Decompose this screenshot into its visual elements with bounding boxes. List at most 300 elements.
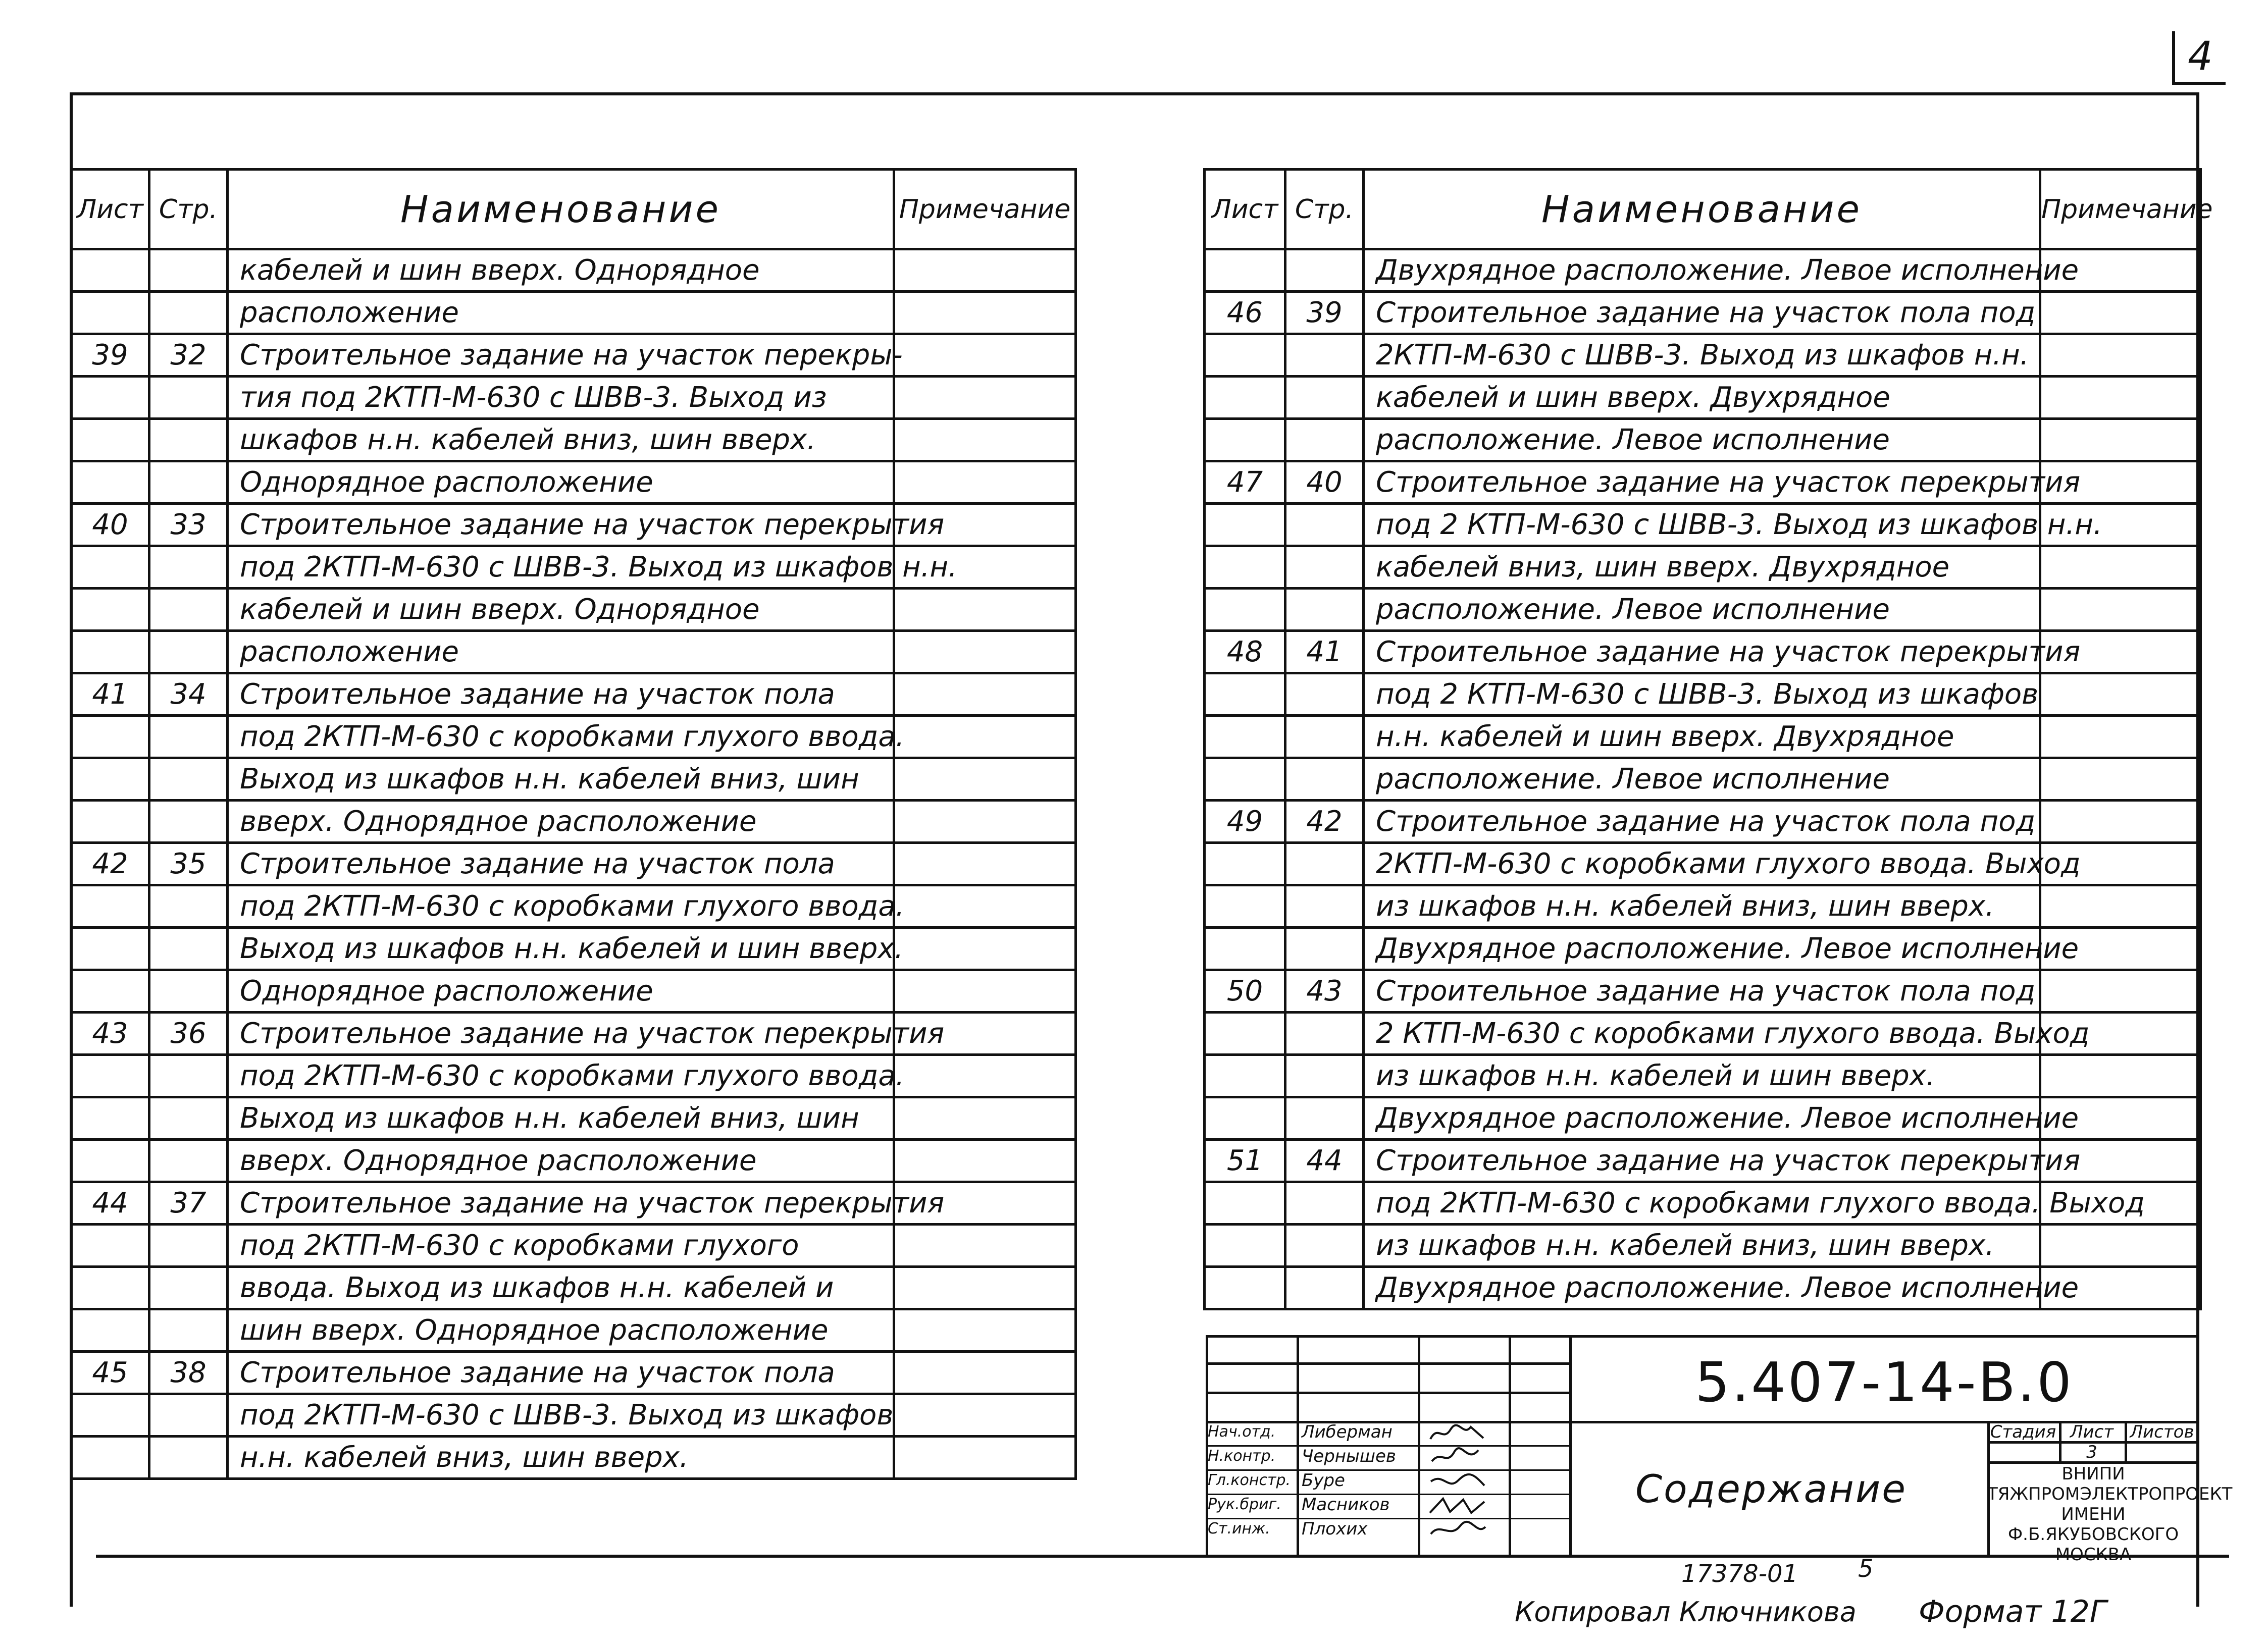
row-sheet-number <box>1205 377 1285 419</box>
table-row <box>1205 1225 2201 1267</box>
header-note: Примечание <box>894 170 1076 249</box>
row-page-number: 36 <box>149 1013 228 1055</box>
row-page-number <box>1285 716 1364 758</box>
table-row <box>71 1225 1076 1267</box>
row-sheet-number: 40 <box>71 504 149 546</box>
table-row <box>1205 546 2201 589</box>
row-page-number <box>149 589 228 631</box>
signature-icon <box>1428 1422 1488 1444</box>
row-sheet-number <box>1205 1182 1285 1225</box>
stage-label: Стадия <box>1990 1422 2056 1442</box>
row-page-number: 32 <box>149 334 228 377</box>
row-page-number <box>149 249 228 292</box>
table-row <box>71 1309 1076 1352</box>
row-title: Однорядное расположение <box>228 970 894 1013</box>
row-note <box>894 1097 1076 1140</box>
table-row <box>71 1055 1076 1097</box>
row-page-number <box>149 1097 228 1140</box>
stamp-line <box>1206 1335 2199 1338</box>
document-code: 5.407-14-В.0 <box>1695 1351 2074 1414</box>
row-title: под 2 КТП-М-630 с ШВВ-3. Выход из шкафов <box>1364 673 2040 716</box>
row-sheet-number <box>1205 673 1285 716</box>
row-title: Двухрядное расположение. Левое исполнение <box>1364 249 2040 292</box>
row-sheet-number <box>71 1225 149 1267</box>
row-title: кабелей и шин вверх. Однорядное <box>228 589 894 631</box>
row-note <box>2040 419 2201 461</box>
signature-icon <box>1428 1495 1488 1517</box>
row-note <box>894 1352 1076 1394</box>
row-sheet-number <box>1205 249 1285 292</box>
contents-table-left-body <box>71 249 1076 1479</box>
row-title: вверх. Однорядное расположение <box>228 1140 894 1182</box>
row-note <box>2040 673 2201 716</box>
row-page-number <box>149 801 228 843</box>
copied-by: Копировал Ключникова <box>1515 1596 1857 1628</box>
table-row <box>1205 589 2201 631</box>
header-page: Стр. <box>1285 170 1364 249</box>
row-page-number: 38 <box>149 1352 228 1394</box>
row-note <box>894 758 1076 801</box>
table-row <box>1205 419 2201 461</box>
row-page-number <box>1285 249 1364 292</box>
table-row <box>71 292 1076 334</box>
table-row <box>1205 885 2201 928</box>
row-sheet-number <box>71 1437 149 1479</box>
row-page-number <box>149 1437 228 1479</box>
row-note <box>894 589 1076 631</box>
row-note <box>894 928 1076 970</box>
row-page-number <box>149 1225 228 1267</box>
row-page-number <box>1285 1097 1364 1140</box>
table-row <box>71 928 1076 970</box>
table-row <box>71 1267 1076 1309</box>
row-note <box>894 334 1076 377</box>
row-title: кабелей и шин вверх. Однорядное <box>228 249 894 292</box>
org-line: ТЯЖПРОМЭЛЕКТРОПРОЕКТ <box>1987 1484 2233 1504</box>
row-sheet-number: 43 <box>71 1013 149 1055</box>
table-row <box>1205 716 2201 758</box>
row-page-number <box>1285 928 1364 970</box>
row-note <box>894 1394 1076 1437</box>
stamp-line <box>1206 1392 1569 1394</box>
row-note <box>894 1437 1076 1479</box>
table-row <box>71 673 1076 716</box>
row-page-number <box>1285 504 1364 546</box>
row-note <box>894 885 1076 928</box>
row-sheet-number: 44 <box>71 1182 149 1225</box>
row-page-number <box>1285 1182 1364 1225</box>
table-row <box>71 1394 1076 1437</box>
row-title: под 2 КТП-М-630 с ШВВ-3. Выход из шкафов н.н. <box>1364 504 2040 546</box>
row-note <box>894 801 1076 843</box>
row-sheet-number <box>1205 589 1285 631</box>
row-note <box>2040 1225 2201 1267</box>
row-title: 2КТП-М-630 с ШВВ-3. Выход из шкафов н.н. <box>1364 334 2040 377</box>
row-sheet-number <box>1205 1267 1285 1309</box>
row-sheet-number <box>71 292 149 334</box>
row-title: расположение. Левое исполнение <box>1364 419 2040 461</box>
row-page-number <box>149 461 228 504</box>
row-note <box>894 631 1076 673</box>
row-page-number <box>1285 334 1364 377</box>
row-title: Строительное задание на участок перекрытия <box>228 1182 894 1225</box>
table-header-row <box>71 170 1076 249</box>
row-sheet-number <box>71 1140 149 1182</box>
row-page-number <box>1285 758 1364 801</box>
row-page-number: 34 <box>149 673 228 716</box>
stamp-line <box>1297 1335 1299 1557</box>
row-note <box>2040 716 2201 758</box>
row-sheet-number <box>71 928 149 970</box>
row-title: вверх. Однорядное расположение <box>228 801 894 843</box>
signature-icon <box>1428 1446 1488 1468</box>
row-title: Строительное задание на участок пола под <box>1364 970 2040 1013</box>
row-page-number <box>149 1394 228 1437</box>
row-title: под 2КТП-М-630 с коробками глухого ввода. <box>228 716 894 758</box>
row-note <box>894 673 1076 716</box>
row-page-number: 35 <box>149 843 228 885</box>
row-title: под 2КТП-М-630 с ШВВ-3. Выход из шкафов н.н. <box>228 546 894 589</box>
table-row <box>1205 970 2201 1013</box>
row-sheet-number <box>1205 885 1285 928</box>
row-page-number: 41 <box>1285 631 1364 673</box>
row-title: Строительное задание на участок перекрытия <box>228 1013 894 1055</box>
row-page-number: 40 <box>1285 461 1364 504</box>
row-sheet-number: 39 <box>71 334 149 377</box>
row-page-number <box>149 928 228 970</box>
header-name: Наименование <box>1364 170 2040 249</box>
row-note <box>894 1225 1076 1267</box>
table-row <box>1205 334 2201 377</box>
table-row <box>1205 1182 2201 1225</box>
row-note <box>2040 589 2201 631</box>
signature-icon <box>1428 1519 1488 1541</box>
row-title: под 2КТП-М-630 с ШВВ-3. Выход из шкафов <box>228 1394 894 1437</box>
table-row <box>71 1437 1076 1479</box>
row-note <box>894 292 1076 334</box>
row-page-number <box>1285 419 1364 461</box>
table-row <box>1205 1140 2201 1182</box>
row-title: Выход из шкафов н.н. кабелей вниз, шин <box>228 1097 894 1140</box>
signature-icon <box>1428 1470 1488 1493</box>
row-sheet-number <box>71 419 149 461</box>
row-sheet-number: 47 <box>1205 461 1285 504</box>
row-sheet-number: 42 <box>71 843 149 885</box>
row-page-number <box>1285 673 1364 716</box>
row-title: Строительное задание на участок пола под <box>1364 292 2040 334</box>
row-sheet-number <box>1205 843 1285 885</box>
row-page-number <box>1285 843 1364 885</box>
row-page-number <box>1285 1055 1364 1097</box>
header-note: Примечание <box>2040 170 2201 249</box>
row-sheet-number <box>71 801 149 843</box>
row-page-number <box>149 1309 228 1352</box>
header-sheet: Лист <box>71 170 149 249</box>
table-row <box>1205 1097 2201 1140</box>
table-row <box>1205 1013 2201 1055</box>
header-page: Стр. <box>149 170 228 249</box>
row-note <box>894 377 1076 419</box>
table-row <box>1205 249 2201 292</box>
row-title: н.н. кабелей и шин вверх. Двухрядное <box>1364 716 2040 758</box>
row-page-number <box>149 716 228 758</box>
title-block <box>1206 1335 2233 1565</box>
table-row <box>1205 461 2201 504</box>
row-title: Выход из шкафов н.н. кабелей вниз, шин <box>228 758 894 801</box>
row-sheet-number <box>1205 1013 1285 1055</box>
table-row <box>1205 1267 2201 1309</box>
row-title: расположение <box>228 631 894 673</box>
table-row <box>71 1182 1076 1225</box>
row-sheet-number <box>1205 716 1285 758</box>
row-title: расположение. Левое исполнение <box>1364 758 2040 801</box>
table-row <box>1205 377 2201 419</box>
row-title: Строительное задание на участок пола <box>228 1352 894 1394</box>
table-row <box>1205 673 2201 716</box>
row-title: из шкафов н.н. кабелей вниз, шин вверх. <box>1364 885 2040 928</box>
signer-name: Либерман <box>1302 1422 1393 1442</box>
row-note <box>894 461 1076 504</box>
org-line: МОСКВА <box>2055 1545 2132 1565</box>
row-page-number <box>1285 885 1364 928</box>
table-row <box>71 758 1076 801</box>
row-page-number: 44 <box>1285 1140 1364 1182</box>
row-note <box>2040 292 2201 334</box>
row-page-number <box>1285 377 1364 419</box>
row-sheet-number: 46 <box>1205 292 1285 334</box>
row-page-number <box>149 1267 228 1309</box>
table-row <box>71 716 1076 758</box>
row-sheet-number <box>1205 1097 1285 1140</box>
row-title: 2 КТП-М-630 с коробками глухого ввода. Выход <box>1364 1013 2040 1055</box>
row-title: Двухрядное расположение. Левое исполнение <box>1364 928 2040 970</box>
row-note <box>2040 334 2201 377</box>
table-header-row <box>1205 170 2201 249</box>
signer-role: Ст.инж. <box>1208 1520 1270 1538</box>
signer-role: Нач.отд. <box>1208 1423 1276 1441</box>
row-page-number <box>149 758 228 801</box>
table-row <box>71 801 1076 843</box>
row-sheet-number <box>71 716 149 758</box>
table-row <box>1205 1055 2201 1097</box>
row-note <box>2040 801 2201 843</box>
row-title: расположение. Левое исполнение <box>1364 589 2040 631</box>
org-line: ВНИПИ <box>2061 1464 2125 1484</box>
row-title: под 2КТП-М-630 с коробками глухого ввода. <box>228 1055 894 1097</box>
row-note <box>2040 885 2201 928</box>
header-sheet: Лист <box>1205 170 1285 249</box>
table-row <box>1205 758 2201 801</box>
signer-role: Рук.бриг. <box>1208 1496 1281 1513</box>
row-note <box>894 1055 1076 1097</box>
row-sheet-number <box>71 1267 149 1309</box>
table-row <box>71 419 1076 461</box>
row-note <box>894 1267 1076 1309</box>
row-page-number: 37 <box>149 1182 228 1225</box>
table-row <box>1205 504 2201 546</box>
contents-table-right <box>1203 168 2213 1310</box>
document-title: Содержание <box>1635 1466 1907 1511</box>
row-page-number <box>149 546 228 589</box>
row-title: Строительное задание на участок перекрытия <box>1364 461 2040 504</box>
page-number: 4 <box>2172 31 2226 85</box>
row-sheet-number <box>1205 758 1285 801</box>
row-title: Двухрядное расположение. Левое исполнение <box>1364 1097 2040 1140</box>
row-title: Строительное задание на участок пола под <box>1364 801 2040 843</box>
table-row <box>1205 292 2201 334</box>
row-sheet-number <box>71 589 149 631</box>
row-sheet-number <box>71 1309 149 1352</box>
row-title: шкафов н.н. кабелей вниз, шин вверх. <box>228 419 894 461</box>
row-sheet-number: 51 <box>1205 1140 1285 1182</box>
sheets-label: Листов <box>2130 1422 2194 1442</box>
row-sheet-number <box>71 1055 149 1097</box>
row-page-number <box>1285 546 1364 589</box>
row-page-number <box>1285 1225 1364 1267</box>
row-sheet-number <box>71 885 149 928</box>
row-page-number <box>1285 1013 1364 1055</box>
row-note <box>894 249 1076 292</box>
org-line: ИМЕНИ Ф.Б.ЯКУБОВСКОГО <box>2007 1504 2179 1545</box>
stamp-line <box>1509 1335 1511 1557</box>
header-name: Наименование <box>228 170 894 249</box>
row-sheet-number <box>71 377 149 419</box>
table-row <box>71 589 1076 631</box>
row-page-number <box>149 419 228 461</box>
table-row <box>71 1013 1076 1055</box>
signer-role: Н.контр. <box>1208 1447 1276 1465</box>
stamp-line <box>1418 1335 1420 1557</box>
row-page-number: 33 <box>149 504 228 546</box>
table-row <box>1205 843 2201 885</box>
row-title: кабелей и шин вверх. Двухрядное <box>1364 377 2040 419</box>
inventory-sheet: 5 <box>1858 1555 1874 1583</box>
row-sheet-number: 48 <box>1205 631 1285 673</box>
sheet-label: Лист <box>2070 1422 2114 1442</box>
row-title: из шкафов н.н. кабелей вниз, шин вверх. <box>1364 1225 2040 1267</box>
row-page-number <box>149 885 228 928</box>
row-title: из шкафов н.н. кабелей и шин вверх. <box>1364 1055 2040 1097</box>
row-note <box>2040 1055 2201 1097</box>
row-sheet-number: 50 <box>1205 970 1285 1013</box>
row-title: Строительное задание на участок перекрытия <box>1364 631 2040 673</box>
table-row <box>71 334 1076 377</box>
row-title: тия под 2КТП-М-630 с ШВВ-3. Выход из <box>228 377 894 419</box>
row-title: под 2КТП-М-630 с коробками глухого ввода. <box>228 885 894 928</box>
row-title: Выход из шкафов н.н. кабелей и шин вверх. <box>228 928 894 970</box>
signer-name: Чернышев <box>1302 1446 1396 1466</box>
signer-role: Гл.констр. <box>1208 1471 1291 1489</box>
row-page-number: 42 <box>1285 801 1364 843</box>
row-sheet-number: 41 <box>71 673 149 716</box>
stamp-line <box>1206 1362 1569 1365</box>
row-sheet-number <box>71 249 149 292</box>
row-page-number <box>149 292 228 334</box>
table-row <box>71 249 1076 292</box>
row-title: под 2КТП-М-630 с коробками глухого ввода. Выход <box>1364 1182 2040 1225</box>
row-sheet-number <box>71 546 149 589</box>
row-title: Строительное задание на участок перекрытия <box>1364 1140 2040 1182</box>
row-page-number: 39 <box>1285 292 1364 334</box>
table-row <box>71 377 1076 419</box>
inventory-number: 17378-01 <box>1681 1560 1798 1588</box>
row-title: под 2КТП-М-630 с коробками глухого <box>228 1225 894 1267</box>
row-sheet-number <box>1205 546 1285 589</box>
row-title: Двухрядное расположение. Левое исполнение <box>1364 1267 2040 1309</box>
row-sheet-number <box>71 1394 149 1437</box>
row-title: Однорядное расположение <box>228 461 894 504</box>
row-note <box>2040 377 2201 419</box>
table-row <box>71 1352 1076 1394</box>
row-page-number <box>149 631 228 673</box>
row-title: н.н. кабелей вниз, шин вверх. <box>228 1437 894 1479</box>
row-sheet-number <box>1205 504 1285 546</box>
row-note <box>2040 970 2201 1013</box>
table-row <box>1205 631 2201 673</box>
table-row <box>71 970 1076 1013</box>
row-title: Строительное задание на участок пола <box>228 843 894 885</box>
sheet-value: 3 <box>2086 1442 2097 1462</box>
row-page-number <box>1285 589 1364 631</box>
row-sheet-number <box>1205 1055 1285 1097</box>
row-title: 2КТП-М-630 с коробками глухого ввода. Выход <box>1364 843 2040 885</box>
sheet-format: Формат 12Г <box>1919 1594 2107 1629</box>
row-sheet-number <box>71 631 149 673</box>
row-title: ввода. Выход из шкафов н.н. кабелей и <box>228 1267 894 1309</box>
table-row <box>71 631 1076 673</box>
row-note <box>894 970 1076 1013</box>
row-note <box>894 1309 1076 1352</box>
row-sheet-number <box>71 758 149 801</box>
row-note <box>2040 758 2201 801</box>
row-note <box>894 716 1076 758</box>
table-row <box>1205 928 2201 970</box>
row-sheet-number <box>1205 1225 1285 1267</box>
table-row <box>1205 801 2201 843</box>
row-title: расположение <box>228 292 894 334</box>
signer-name: Масников <box>1302 1495 1390 1515</box>
row-page-number <box>1285 1267 1364 1309</box>
row-sheet-number <box>1205 928 1285 970</box>
row-title: Строительное задание на участок перекрытия <box>228 504 894 546</box>
row-note <box>894 1140 1076 1182</box>
row-page-number <box>149 970 228 1013</box>
row-sheet-number <box>1205 419 1285 461</box>
row-sheet-number <box>1205 334 1285 377</box>
table-row <box>71 461 1076 504</box>
table-row <box>71 885 1076 928</box>
table-row <box>71 843 1076 885</box>
row-sheet-number <box>71 1097 149 1140</box>
table-row <box>71 1097 1076 1140</box>
row-sheet-number: 45 <box>71 1352 149 1394</box>
row-page-number <box>149 1055 228 1097</box>
contents-table-right-body <box>1205 249 2201 1309</box>
signer-name: Плохих <box>1302 1519 1368 1539</box>
table-row <box>71 504 1076 546</box>
table-row <box>71 546 1076 589</box>
row-title: шин вверх. Однорядное расположение <box>228 1309 894 1352</box>
table-row <box>71 1140 1076 1182</box>
row-sheet-number <box>71 461 149 504</box>
organization <box>1987 1464 2233 1565</box>
row-note <box>894 843 1076 885</box>
row-title: Строительное задание на участок перекры- <box>228 334 894 377</box>
signer-name: Буре <box>1302 1470 1345 1491</box>
row-page-number: 43 <box>1285 970 1364 1013</box>
row-page-number <box>149 377 228 419</box>
row-sheet-number <box>71 970 149 1013</box>
